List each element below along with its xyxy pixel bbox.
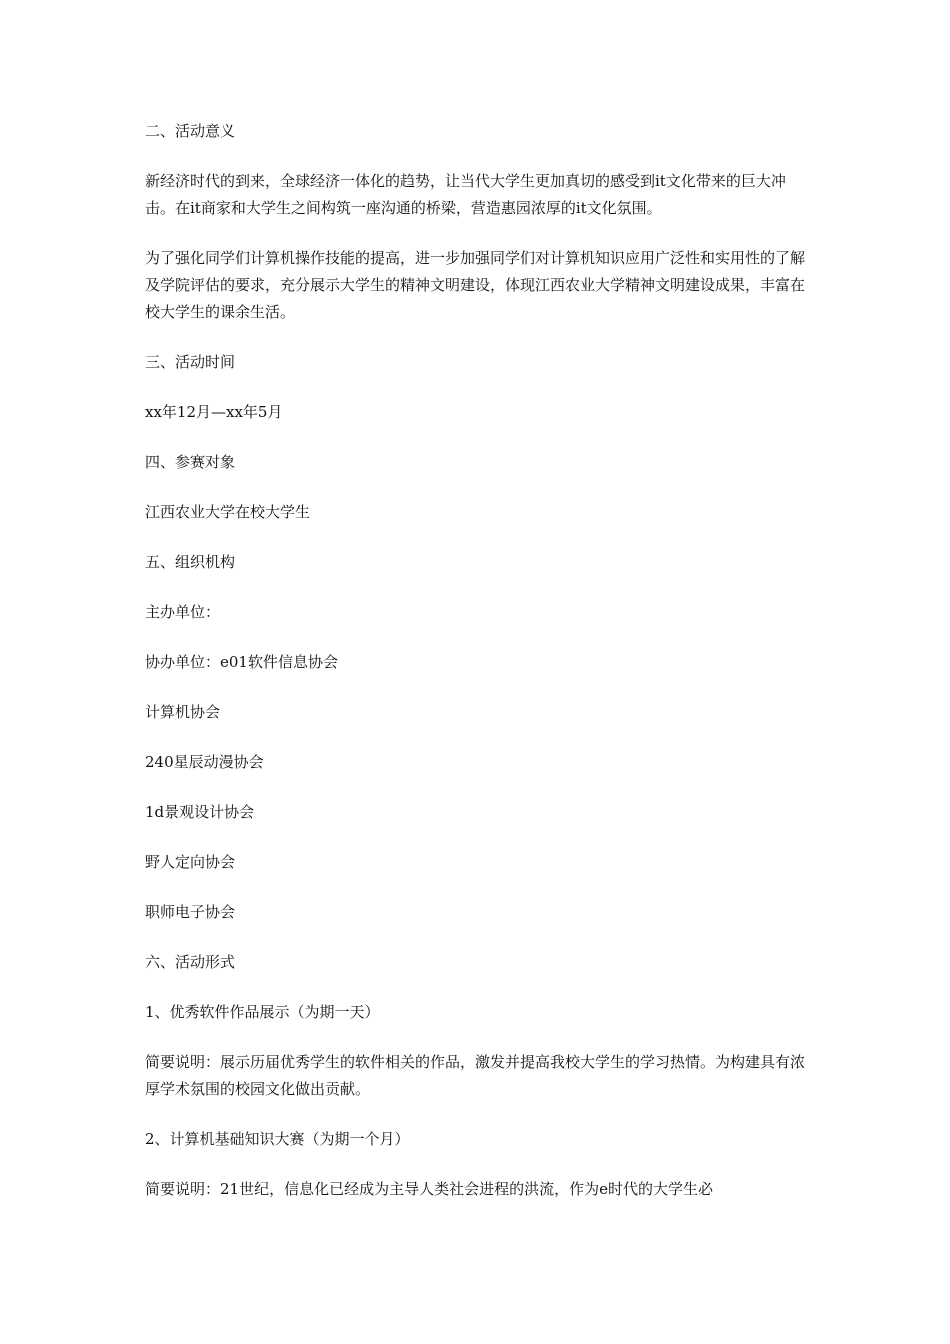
activity-time-value: xx年12月—xx年5月: [145, 403, 283, 421]
activity-item-1-description: 简要说明：展示历届优秀学生的软件相关的作品，激发并提高我校大学生的学习热情。为构建具有浓厚学术氛围的校园文化做出贡献。: [145, 1053, 806, 1098]
activity-item-2-title: 2、计算机基础知识大赛（为期一个月）: [145, 1130, 410, 1148]
co-organizer-line: 协办单位：e01软件信息协会: [145, 653, 338, 671]
paragraph-purpose: 为了强化同学们计算机操作技能的提高，进一步加强同学们对计算机知识应用广泛性和实用性的了解及学院评估的要求，充分展示大学生的精神文明建设，体现江西农业大学精神文明建设成果，丰富在校大学生的课余生活。: [145, 249, 806, 321]
section-heading-activity-time: 三、活动时间: [145, 353, 236, 371]
paragraph-economy-context: 新经济时代的到来，全球经济一体化的趋势，让当代大学生更加真切的感受到it文化带来的巨大冲击。在it商家和大学生之间构筑一座沟通的桥梁，营造惠园浓厚的it文化氛围。: [145, 172, 786, 217]
participants-value: 江西农业大学在校大学生: [145, 503, 311, 521]
activity-item-2-description: 简要说明：21世纪，信息化已经成为主导人类社会进程的洪流，作为e时代的大学生必: [145, 1180, 713, 1198]
document-body: [145, 118, 810, 1226]
section-heading-activity-significance: 二、活动意义: [145, 122, 236, 140]
co-organizer-computer-association: 计算机协会: [145, 703, 221, 721]
co-organizer-anime-association: 240星辰动漫协会: [145, 753, 264, 771]
section-heading-organization: 五、组织机构: [145, 553, 236, 571]
section-heading-activity-form: 六、活动形式: [145, 953, 236, 971]
co-organizer-electronics-association: 职师电子协会: [145, 903, 236, 921]
activity-item-1-title: 1、优秀软件作品展示（为期一天）: [145, 1003, 380, 1021]
co-organizer-orienteering-association: 野人定向协会: [145, 853, 236, 871]
section-heading-participants: 四、参赛对象: [145, 453, 236, 471]
organizer-line: 主办单位：: [145, 603, 221, 621]
co-organizer-landscape-association: 1d景观设计协会: [145, 803, 255, 821]
